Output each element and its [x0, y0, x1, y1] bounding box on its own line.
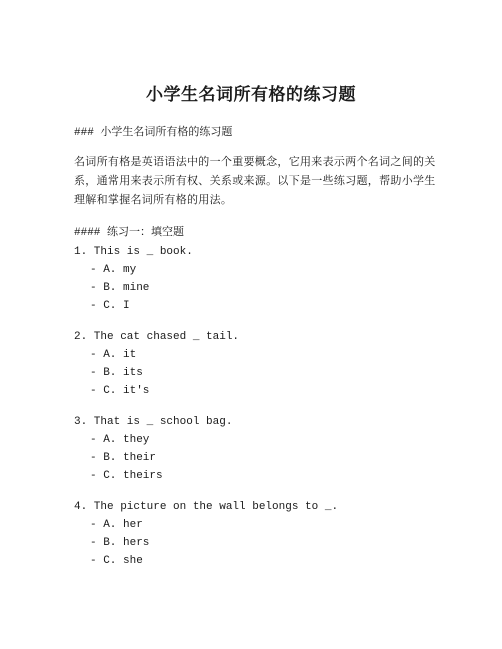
question-4 — [74, 498, 338, 570]
option-c: - C. it's — [90, 385, 150, 397]
option-c: - C. I — [90, 300, 130, 312]
option-a: - A. her — [90, 519, 143, 531]
option-b: - B. hers — [90, 537, 150, 549]
document-title: 小学生名词所有格的练习题 — [146, 85, 356, 105]
option-c: - C. theirs — [90, 470, 163, 482]
option-b: - B. its — [90, 367, 143, 379]
question-1 — [74, 243, 193, 315]
option-a: - A. it — [90, 349, 137, 361]
question-stem: 4. The picture on the wall belongs to _. — [74, 501, 339, 513]
question-2 — [74, 328, 239, 400]
section-heading: ### 小学生名词所有格的练习题 — [74, 127, 233, 139]
option-c: - C. she — [90, 555, 143, 567]
question-stem: 2. The cat chased _ tail. — [74, 331, 240, 343]
option-a: - A. they — [90, 434, 150, 446]
option-b: - B. mine — [90, 282, 150, 294]
question-stem: 1. This is _ book. — [74, 246, 193, 258]
question-stem: 3. That is _ school bag. — [74, 416, 233, 428]
question-3 — [74, 413, 232, 485]
exercise-heading: #### 练习一：填空题 — [74, 227, 185, 239]
option-b: - B. their — [90, 452, 157, 464]
intro-paragraph: 名词所有格是英语语法中的一个重要概念，它用来表示两个名词之间的关系，通常用来表示所有权、关系或来源。以下是一些练习题，帮助小学生理解和掌握名词所有格的用法。 — [74, 155, 436, 206]
option-a: - A. my — [90, 264, 137, 276]
